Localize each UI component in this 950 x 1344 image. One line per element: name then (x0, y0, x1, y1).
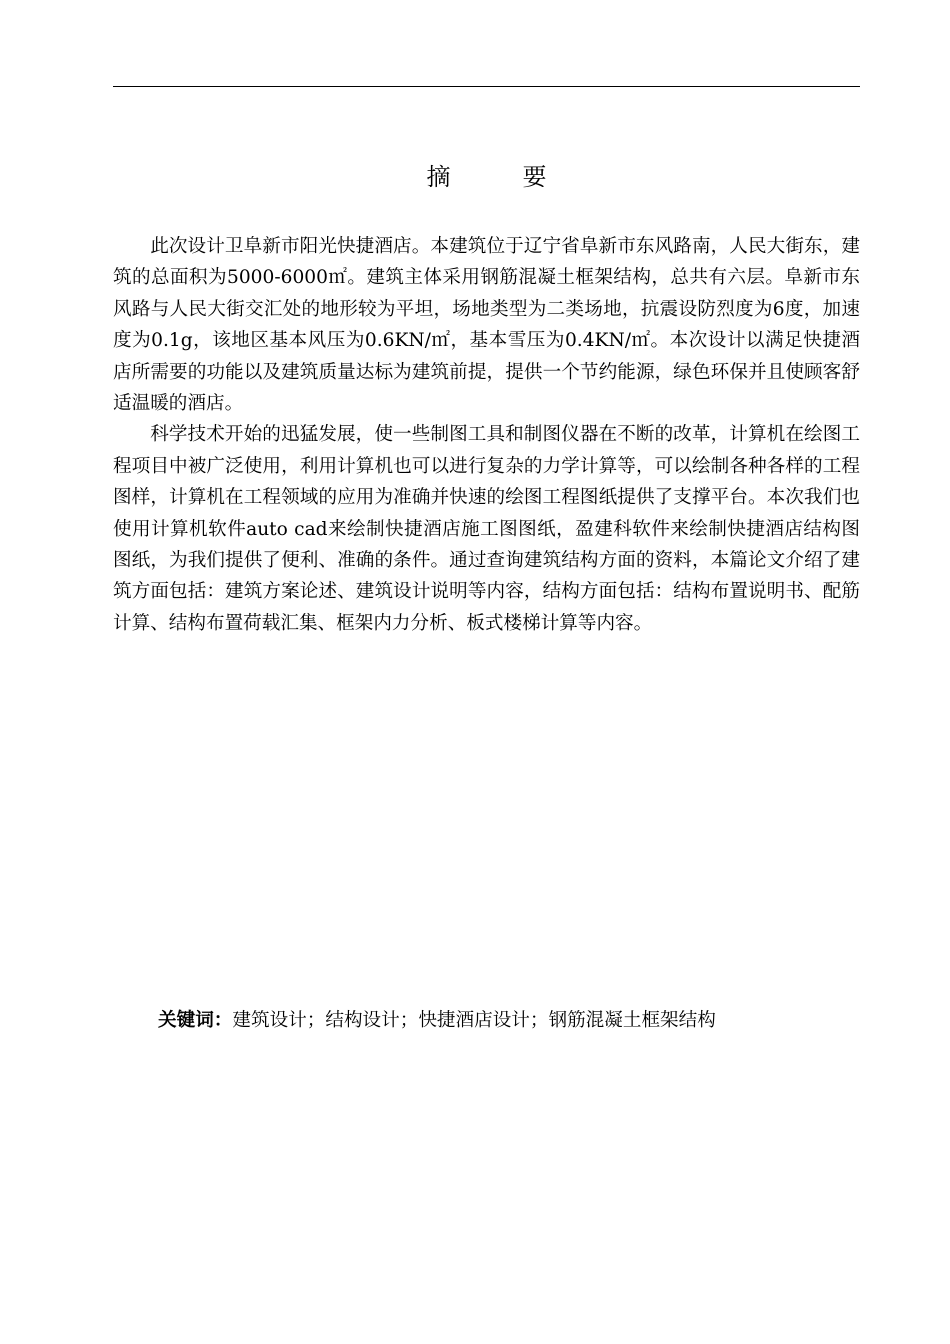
header-rule (113, 86, 860, 87)
abstract-paragraph-2: 科学技术开始的迅猛发展，使一些制图工具和制图仪器在不断的改革，计算机在绘图工程项目中被广泛使用，利用计算机也可以进行复杂的力学计算等，可以绘制各种各样的工程图样，计算机在工程领域的应用为准确并快速的绘图工程图纸提供了支撑平台。本次我们也使用计算机软件auto cad来绘制快捷酒店施工图图纸，盈建科软件来绘制快捷酒店结构图图纸，为我们提供了便利、准确的条件。通过查询建筑结构方面的资料，本篇论文介绍了建筑方面包括：建筑方案论述、建筑设计说明等内容，结构方面包括：结构布置说明书、配筋计算、结构布置荷载汇集、框架内力分析、板式楼梯计算等内容。 (113, 424, 860, 634)
keywords-label: 关键词： (158, 1010, 233, 1031)
abstract-body (113, 231, 860, 639)
keywords-line (158, 1005, 860, 1036)
keywords-text: 建筑设计；结构设计；快捷酒店设计；钢筋混凝土框架结构 (232, 1010, 716, 1031)
abstract-title: 摘 要 (426, 163, 571, 191)
abstract-paragraph-1: 此次设计卫阜新市阳光快捷酒店。本建筑位于辽宁省阜新市东风路南，人民大街东，建筑的总面积为5000-6000㎡。建筑主体采用钢筋混凝土框架结构，总共有六层。阜新市东风路与人民大街交汇处的地形较为平坦，场地类型为二类场地，抗震设防烈度为6度，加速度为0.1g，该地区基本风压为0.6KN/㎡，基本雪压为0.4KN/㎡。本次设计以满足快捷酒店所需要的功能以及建筑质量达标为建筑前提，提供一个节约能源，绿色环保并且使顾客舒适温暖的酒店。 (113, 236, 860, 415)
